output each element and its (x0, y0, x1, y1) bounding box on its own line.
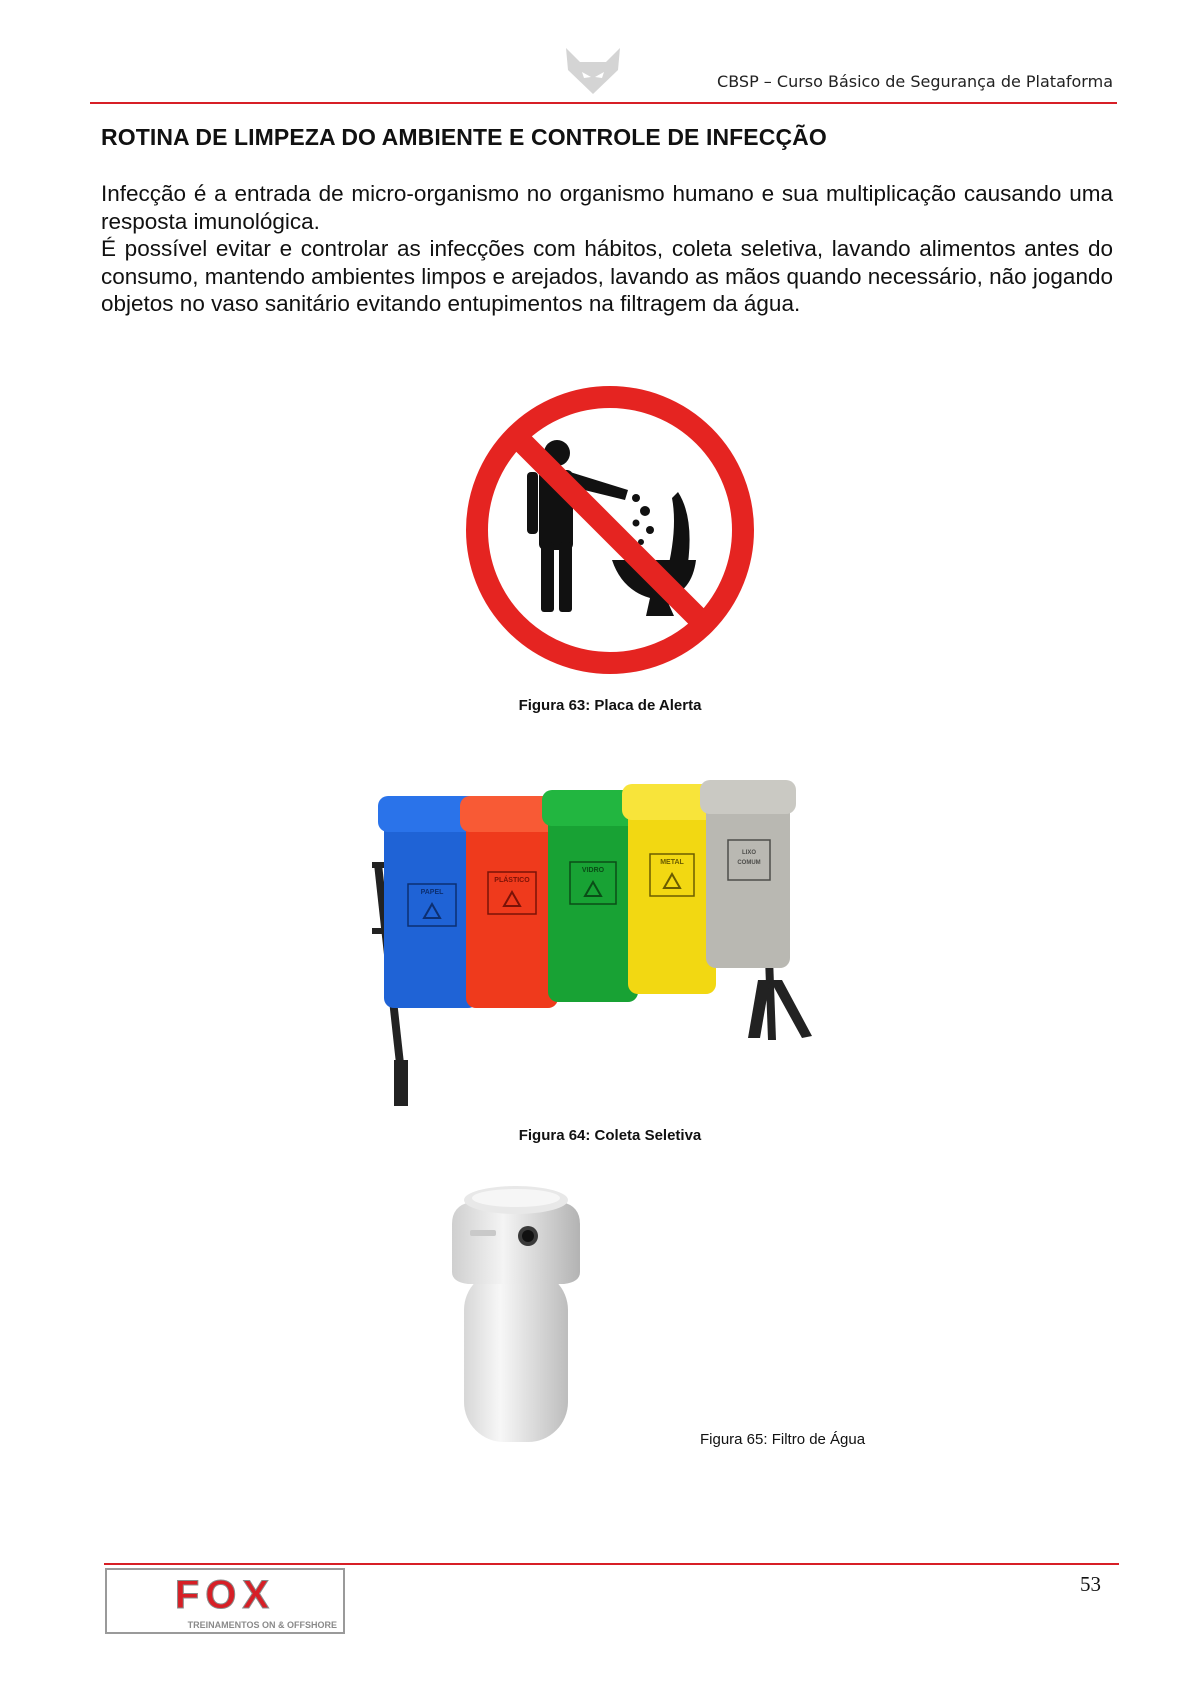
svg-text:METAL: METAL (660, 859, 684, 866)
svg-text:PAPEL: PAPEL (420, 889, 444, 896)
body-text (101, 180, 1113, 318)
footer-divider (104, 1563, 1119, 1565)
header-divider (90, 102, 1117, 104)
header-course-title: CBSP – Curso Básico de Segurança de Plataforma (717, 72, 1113, 91)
svg-text:PLÁSTICO: PLÁSTICO (494, 877, 530, 884)
figure-64-caption: Figura 64: Coleta Seletiva (518, 1127, 702, 1144)
logo-wordmark: FOX (174, 1573, 276, 1617)
paragraph-prevention: É possível evitar e controlar as infecções com hábitos, coleta seletiva, lavando alimentos antes do consumo, mantendo ambientes limpos e arejados, lavando as mãos quando necessário, não jogando objetos no vaso sanitário evitando entupimentos na filtragem da água. (101, 236, 1113, 317)
figure-65-caption: Figura 65: Filtro de Água (700, 1431, 866, 1448)
paragraph-definition: Infecção é a entrada de micro-organismo no organismo humano e sua multiplicação causando uma resposta imunológica. (101, 181, 1113, 234)
svg-text:COMUM: COMUM (737, 860, 761, 866)
figure-63-caption: Figura 63: Placa de Alerta (518, 697, 702, 714)
filter-housing (464, 1270, 568, 1442)
logo-tagline: TREINAMENTOS ON & OFFSHORE (187, 1620, 337, 1630)
recycling-bins-image (372, 780, 852, 1120)
section-title: ROTINA DE LIMPEZA DO AMBIENTE E CONTROLE DE INFECÇÃO (101, 124, 827, 150)
no-littering-sign-image (460, 380, 760, 680)
svg-text:LIXO: LIXO (741, 850, 757, 856)
water-filter-image (448, 1180, 584, 1450)
fox-logo (105, 1568, 345, 1634)
bin-lixo-comum (700, 780, 796, 968)
page-number: 53 (1080, 1572, 1101, 1596)
svg-text:VIDRO: VIDRO (581, 867, 605, 874)
